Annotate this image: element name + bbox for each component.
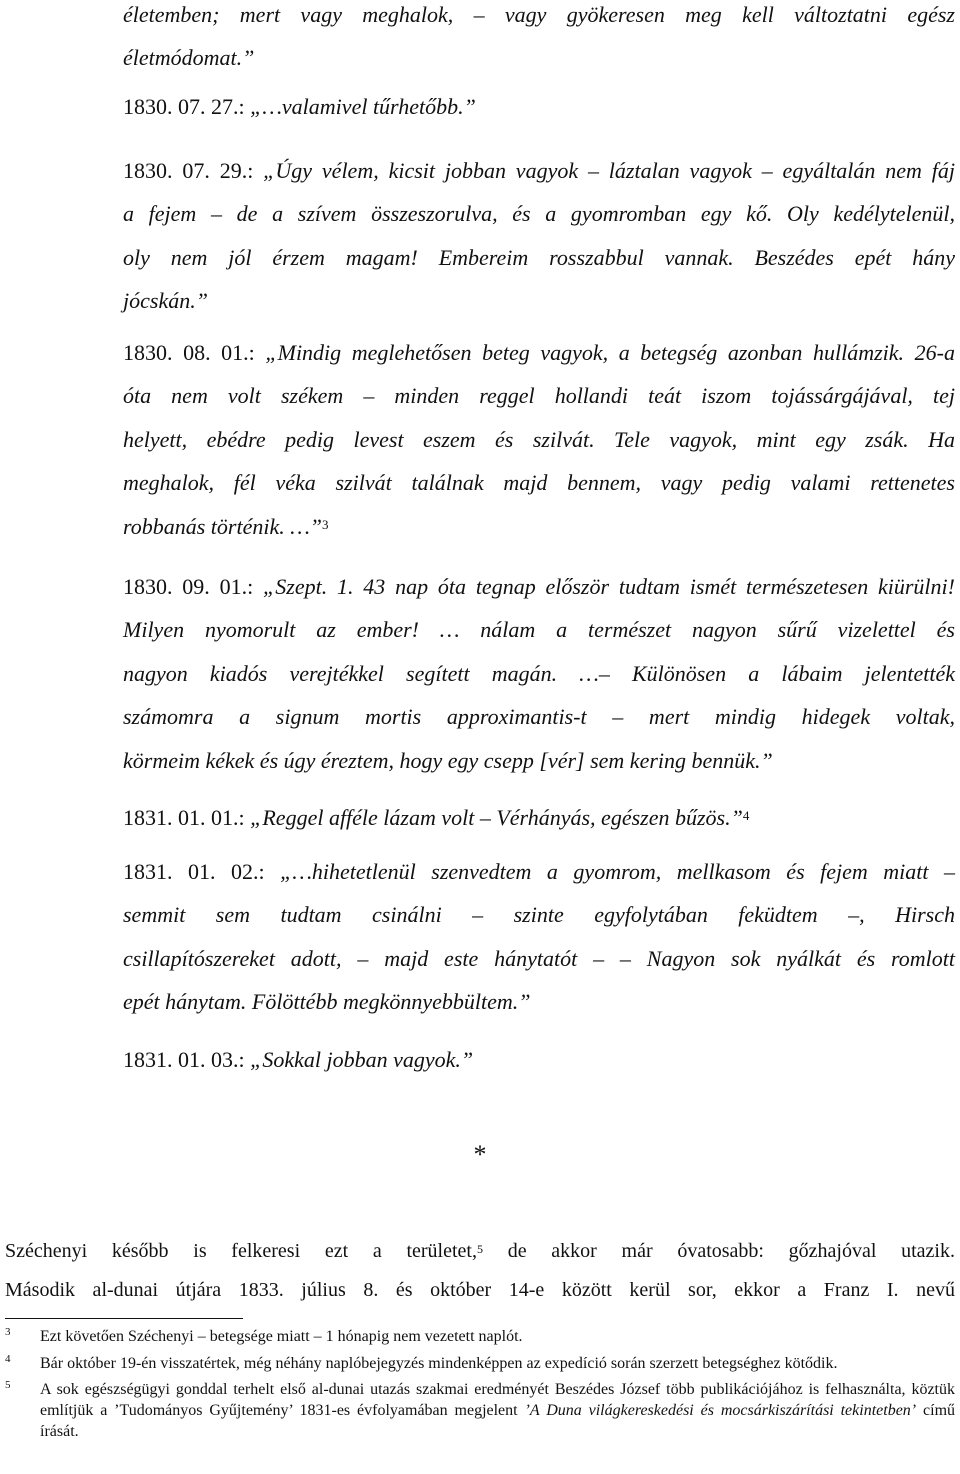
body-line: Második al-dunai útjára 1833. július 8. és október 14-e között kerül sor, ekkor a Franz I. nevű bbox=[5, 1279, 955, 1301]
footnote-text: Bár október 19-én visszatértek, még néhány naplóbejegyzés mindenképpen az expedíció során szerzett betegséghez kötődik. bbox=[40, 1355, 838, 1372]
footnote-text bbox=[40, 1381, 955, 1440]
entry-date: 1831. 01. 03.: bbox=[123, 1047, 245, 1072]
diary-entry bbox=[123, 149, 955, 323]
entry-quote: „Szept. 1. 43 nap óta tegnap először tudtam ismét természetesen kiürülni! bbox=[253, 574, 955, 599]
entry-date: 1831. 01. 02.: bbox=[123, 859, 265, 884]
body-paragraph bbox=[5, 1232, 955, 1310]
footnote bbox=[5, 1353, 955, 1374]
text-line: életemben; mert vagy meghalok, – vagy gyökeresen meg kell változtatni egész bbox=[123, 2, 955, 27]
footnote-number: 5 bbox=[5, 1379, 11, 1391]
entry-line: jócskán.” bbox=[123, 288, 208, 314]
diary-entry bbox=[123, 331, 955, 548]
footnotes bbox=[5, 1326, 955, 1442]
entry-date: 1830. 07. 27.: bbox=[123, 94, 245, 119]
diary-entry bbox=[123, 850, 955, 1024]
diary-entry-continuation bbox=[123, 0, 955, 80]
footnote bbox=[5, 1379, 955, 1442]
entry-line bbox=[123, 565, 955, 608]
entry-line: helyett, ebédre pedig levest eszem és szilvát. Tele vagyok, mint egy zsák. Ha bbox=[123, 426, 955, 452]
footnote-text-part: A sok egészségügyi gonddal terhelt első al-dunai utazás szakmai eredményét Beszédes József több publikációjához is felhasználta, köztük említjük a ’Tudományos Gyűjtemény’ 1831-es évfolyamában megjelent bbox=[40, 1381, 955, 1419]
entry-line: meghalok, fél véka szilvát találnak majd bennem, vagy pedig valami rettenetes bbox=[123, 470, 955, 496]
entry-line: számomra a signum mortis approximantis-t – mert mindig hidegek voltak, bbox=[123, 704, 955, 730]
footnote-divider bbox=[5, 1318, 243, 1319]
entry-line bbox=[123, 850, 955, 893]
footnote bbox=[5, 1326, 955, 1347]
entry-line bbox=[123, 85, 955, 128]
footnote-text-part: című írását. bbox=[40, 1402, 956, 1440]
entry-quote: robbanás történik. …” bbox=[123, 513, 323, 539]
entry-quote: „Úgy vélem, kicsit jobban vagyok – láztalan vagyok – egyáltalán nem fáj bbox=[253, 158, 955, 183]
text-line: életmódomat.” bbox=[123, 45, 255, 71]
entry-date: 1830. 07. 29.: bbox=[123, 158, 254, 183]
entry-line bbox=[123, 149, 955, 192]
entry-quote: „Reggel afféle lázam volt – Vérhányás, egészen bűzös.” bbox=[244, 805, 743, 830]
diary-entry bbox=[123, 1038, 955, 1081]
entry-line: a fejem – de a szívem összeszorulva, és a gyomromban egy kő. Oly kedélytelenül, bbox=[123, 201, 955, 227]
body-text: de akkor már óvatosabb: gőzhajóval utazik. bbox=[482, 1240, 955, 1262]
entry-date: 1831. 01. 01.: bbox=[123, 805, 245, 830]
entry-line: csillapítószereket adott, – majd este hánytatót – – Nagyon sok nyálkát és romlott bbox=[123, 945, 955, 971]
entry-date: 1830. 08. 01.: bbox=[123, 340, 255, 365]
entry-line: nagyon kiadós verejtékkel segített magán. …– Különösen a lábaim jelentették bbox=[123, 660, 955, 686]
footnote-ref[interactable]: 3 bbox=[322, 516, 329, 532]
section-separator: * bbox=[473, 1140, 487, 1169]
footnote-text: Ezt követően Széchenyi – betegsége miatt – 1 hónapig nem vezetett naplót. bbox=[40, 1328, 523, 1345]
diary-entry bbox=[123, 796, 955, 839]
entry-line: epét hánytam. Fölöttébb megkönnyebbültem.” bbox=[123, 989, 531, 1015]
entry-date: 1830. 09. 01.: bbox=[123, 574, 254, 599]
footnote-number: 3 bbox=[5, 1326, 11, 1338]
entry-line bbox=[123, 796, 955, 839]
entry-line bbox=[123, 1038, 955, 1081]
body-text: Széchenyi később is felkeresi ezt a területet, bbox=[5, 1240, 477, 1262]
body-line bbox=[5, 1232, 955, 1271]
entry-line bbox=[123, 505, 955, 548]
entry-line: Milyen nyomorult az ember! … nálam a természet nagyon sűrű vizelettel és bbox=[123, 617, 955, 643]
entry-line: oly nem jól érzem magam! Embereim rosszabbul vannak. Beszédes epét hány bbox=[123, 244, 955, 270]
diary-entry bbox=[123, 565, 955, 782]
entry-quote: „…valamivel tűrhetőbb.” bbox=[244, 94, 476, 119]
entry-quote: „Sokkal jobban vagyok.” bbox=[244, 1047, 474, 1072]
diary-entry bbox=[123, 85, 955, 128]
footnote-title: ’A Duna világkereskedési és mocsárkiszárítási tekintetben’ bbox=[524, 1402, 917, 1419]
footnote-number: 4 bbox=[5, 1353, 11, 1365]
entry-line bbox=[123, 331, 955, 374]
footnote-ref[interactable]: 5 bbox=[476, 1242, 483, 1256]
entry-line: óta nem volt székem – minden reggel hollandi teát iszom tojássárgájával, tej bbox=[123, 383, 955, 409]
entry-line: körmeim kékek és úgy éreztem, hogy egy csepp [vér] sem kering bennük.” bbox=[123, 747, 773, 773]
entry-quote: „…hihetetlenül szenvedtem a gyomrom, mellkasom és fejem miatt – bbox=[264, 859, 955, 884]
entry-line: semmit sem tudtam csinálni – szinte egyfolytában feküdtem –, Hirsch bbox=[123, 902, 955, 928]
footnote-ref[interactable]: 4 bbox=[742, 808, 750, 823]
entry-quote: „Mindig meglehetősen beteg vagyok, a betegség azonban hullámzik. 26-a bbox=[254, 340, 955, 365]
